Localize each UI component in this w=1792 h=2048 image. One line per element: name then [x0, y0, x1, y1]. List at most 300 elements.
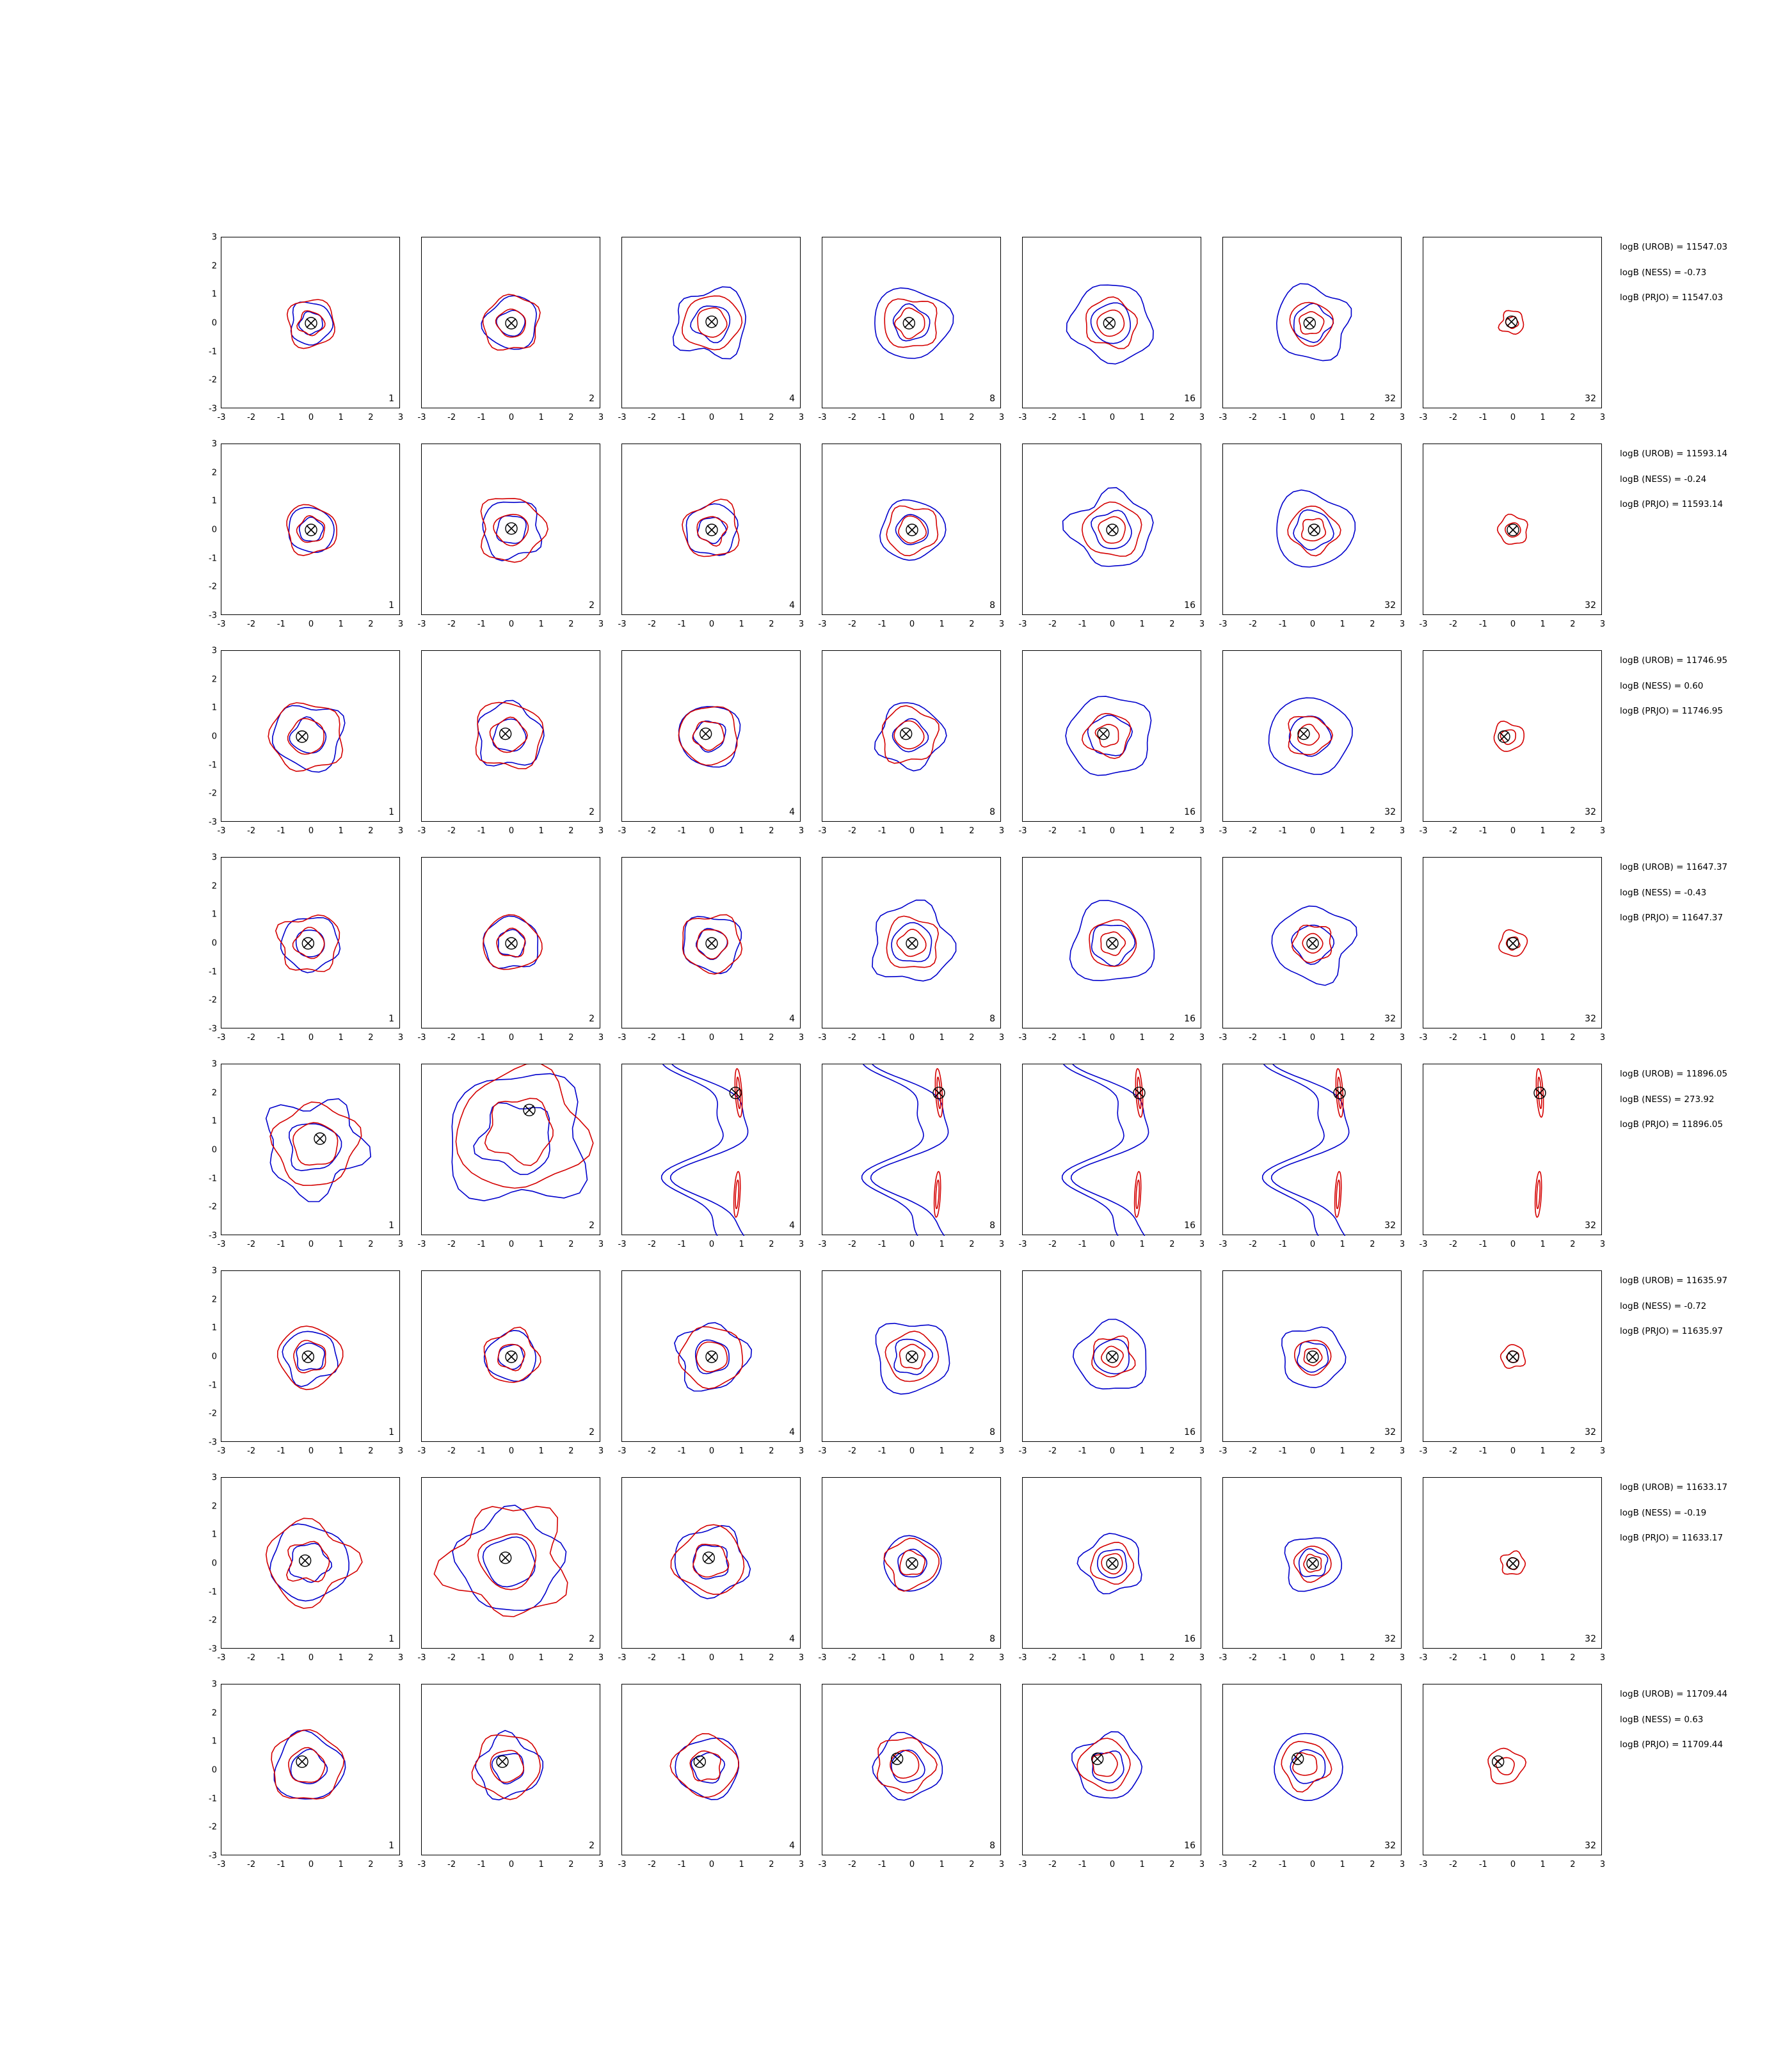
panel-corner-label: 32	[1585, 394, 1596, 404]
x-tick-label: 2	[1570, 1446, 1576, 1456]
x-tick-label: 3	[598, 620, 604, 629]
x-tick-label: -2	[247, 413, 256, 422]
contour-panel[interactable]	[1018, 1064, 1205, 1249]
panel-corner-label: 16	[1184, 394, 1196, 404]
x-tick-label: 3	[1199, 1860, 1205, 1869]
x-tick-label: 0	[1510, 826, 1516, 836]
x-tick-label: 3	[1199, 1240, 1205, 1249]
contour-panel[interactable]	[1018, 444, 1205, 629]
contour-panel[interactable]	[209, 1473, 404, 1663]
x-tick-label: -3	[618, 1860, 627, 1869]
x-tick-label: -2	[1449, 826, 1458, 836]
x-tick-label: -2	[1048, 1860, 1057, 1869]
panel-corner-label: 4	[789, 807, 795, 817]
stat-line: logB (NESS) = -0.73	[1620, 267, 1707, 278]
x-tick-label: -1	[1078, 1653, 1087, 1663]
contour-panel[interactable]	[1419, 1064, 1606, 1249]
stat-line: logB (NESS) = 273.92	[1620, 1094, 1715, 1105]
x-tick-label: -2	[247, 1653, 256, 1663]
y-tick-label: -3	[209, 1437, 217, 1448]
contour-panel[interactable]	[1018, 857, 1205, 1043]
x-tick-label: 0	[508, 1033, 515, 1043]
x-tick-label: 1	[1139, 1860, 1145, 1869]
contour-panel[interactable]	[1219, 444, 1405, 629]
x-tick-label: -1	[677, 1860, 686, 1869]
panel-corner-label: 4	[789, 600, 795, 611]
x-tick-label: 0	[708, 826, 715, 836]
x-tick-label: 3	[998, 413, 1005, 422]
contour-panel[interactable]	[1419, 857, 1606, 1043]
x-tick-label: 2	[1370, 1860, 1375, 1869]
x-tick-label: 3	[1399, 1033, 1405, 1043]
panel-corner-label: 32	[1384, 1634, 1396, 1644]
x-tick-label: 2	[568, 620, 574, 629]
contour-plot	[1423, 651, 1603, 822]
x-tick-label: -1	[1278, 1240, 1287, 1249]
x-tick-label: 2	[969, 1860, 975, 1869]
x-tick-label: 1	[338, 1860, 344, 1869]
x-tick-label: 1	[1340, 620, 1345, 629]
x-tick-label: -1	[276, 620, 285, 629]
panel-corner-label: 1	[388, 1220, 394, 1231]
contour-panel[interactable]	[209, 1266, 404, 1456]
x-tick-label: 0	[1510, 1860, 1516, 1869]
contour-panel[interactable]	[417, 1270, 604, 1456]
x-tick-label: -2	[1249, 620, 1258, 629]
contour-panel[interactable]	[1018, 1684, 1205, 1869]
x-tick-label: 1	[538, 1860, 544, 1869]
contour-panel[interactable]	[818, 650, 1005, 836]
x-tick-label: -1	[1478, 1860, 1487, 1869]
x-tick-label: 1	[338, 1033, 344, 1043]
x-tick-label: 0	[1109, 413, 1116, 422]
x-tick-label: -2	[648, 413, 657, 422]
panel-corner-label: 2	[589, 1841, 595, 1851]
x-tick-label: 2	[969, 826, 975, 836]
x-tick-label: -3	[818, 413, 827, 422]
x-tick-label: -1	[677, 1240, 686, 1249]
x-tick-label: -1	[1278, 1653, 1287, 1663]
x-tick-label: -2	[648, 620, 657, 629]
x-tick-label: -1	[477, 826, 486, 836]
contour-panel[interactable]	[209, 232, 404, 422]
contour-panel[interactable]	[209, 1059, 404, 1249]
y-tick-label: 1	[211, 1530, 217, 1540]
x-tick-label: 1	[1139, 826, 1145, 836]
x-tick-label: 1	[1540, 1653, 1546, 1663]
contour-panel[interactable]	[1419, 650, 1606, 836]
panel-corner-label: 32	[1384, 1014, 1396, 1024]
contour-panel[interactable]	[1419, 237, 1606, 422]
x-tick-label: -2	[1449, 1240, 1458, 1249]
x-tick-label: 0	[708, 1240, 715, 1249]
contour-panel[interactable]	[417, 237, 604, 422]
contour-plot	[822, 1478, 1002, 1649]
x-tick-label: 2	[568, 1446, 574, 1456]
contour-panel[interactable]	[818, 1477, 1005, 1663]
x-tick-label: -3	[217, 1033, 226, 1043]
x-tick-label: 3	[1199, 1033, 1205, 1043]
x-tick-label: -3	[618, 1446, 627, 1456]
x-tick-label: -3	[1018, 826, 1027, 836]
contour-panel[interactable]	[1419, 1477, 1606, 1663]
panel-corner-label: 8	[989, 394, 995, 404]
x-tick-label: 2	[1169, 620, 1175, 629]
contour-panel[interactable]	[417, 650, 604, 836]
x-tick-label: -2	[1449, 1860, 1458, 1869]
x-tick-label: 0	[508, 1240, 515, 1249]
contour-plot	[622, 651, 801, 822]
y-tick-label: 2	[211, 881, 217, 892]
contour-panel[interactable]	[818, 857, 1005, 1043]
x-tick-label: 0	[308, 1240, 314, 1249]
x-tick-label: -2	[848, 1446, 857, 1456]
panel-corner-label: 4	[789, 1634, 795, 1644]
x-tick-label: -1	[477, 1033, 486, 1043]
x-tick-label: 1	[939, 826, 945, 836]
contour-plot	[221, 1478, 401, 1649]
x-tick-label: 0	[508, 1446, 515, 1456]
panel-corner-label: 1	[388, 1427, 394, 1437]
x-tick-label: 1	[1540, 620, 1546, 629]
contour-panel[interactable]	[818, 1684, 1005, 1869]
x-tick-label: 2	[568, 1653, 574, 1663]
x-tick-label: -3	[818, 1860, 827, 1869]
x-tick-label: 2	[1570, 620, 1576, 629]
x-tick-label: 3	[998, 1446, 1005, 1456]
x-tick-label: -2	[848, 1033, 857, 1043]
contour-panel[interactable]	[1219, 857, 1405, 1043]
x-tick-label: -3	[417, 1860, 426, 1869]
x-tick-label: -1	[1278, 620, 1287, 629]
x-tick-label: 3	[397, 1653, 404, 1663]
x-tick-label: 3	[598, 1240, 604, 1249]
x-tick-label: -2	[247, 620, 256, 629]
contour-plot	[221, 1064, 401, 1236]
contour-panel[interactable]	[417, 1684, 604, 1869]
contour-panel[interactable]	[209, 646, 404, 836]
x-tick-label: 3	[998, 826, 1005, 836]
contour-plot	[422, 237, 601, 409]
x-tick-label: -2	[447, 1240, 456, 1249]
x-tick-label: 3	[397, 413, 404, 422]
contour-plot	[622, 444, 801, 616]
contour-panel[interactable]	[618, 650, 804, 836]
x-tick-label: 1	[1540, 1240, 1546, 1249]
contour-panel[interactable]	[618, 1684, 804, 1869]
x-tick-label: 2	[1370, 1033, 1375, 1043]
x-tick-label: 0	[308, 1860, 314, 1869]
contour-plot	[1223, 1064, 1402, 1236]
panel-corner-label: 32	[1585, 1427, 1596, 1437]
contour-panel[interactable]	[1419, 1270, 1606, 1456]
x-tick-label: 3	[598, 1860, 604, 1869]
x-tick-label: 0	[909, 413, 915, 422]
x-tick-label: -3	[818, 1653, 827, 1663]
x-tick-label: 1	[739, 1240, 744, 1249]
contour-panel[interactable]	[1018, 237, 1205, 422]
x-tick-label: 1	[1139, 1033, 1145, 1043]
x-tick-label: 3	[998, 1653, 1005, 1663]
contour-panel[interactable]	[618, 1064, 804, 1249]
y-tick-label: 2	[211, 1295, 217, 1305]
x-tick-label: -1	[1478, 413, 1487, 422]
x-tick-label: 2	[769, 1033, 774, 1043]
x-tick-label: 2	[1169, 413, 1175, 422]
row-statistics	[1620, 657, 1727, 716]
panel-corner-label: 4	[789, 1220, 795, 1231]
x-tick-label: -3	[1419, 1446, 1428, 1456]
x-tick-label: 3	[798, 1446, 804, 1456]
x-tick-label: -2	[247, 826, 256, 836]
contour-panel[interactable]	[618, 857, 804, 1043]
y-tick-label: -3	[209, 404, 217, 414]
contour-panel[interactable]	[818, 444, 1005, 629]
stat-line: logB (UROB) = 11635.97	[1620, 1276, 1728, 1286]
x-tick-label: -3	[618, 620, 627, 629]
contour-panel[interactable]	[818, 237, 1005, 422]
contour-panel[interactable]	[618, 1270, 804, 1456]
x-tick-label: 2	[1169, 1653, 1175, 1663]
panel-corner-label: 1	[388, 1634, 394, 1644]
x-tick-label: 1	[1340, 1860, 1345, 1869]
x-tick-label: 0	[1109, 620, 1116, 629]
x-tick-label: 1	[1139, 1240, 1145, 1249]
contour-panel[interactable]	[818, 1064, 1005, 1249]
x-tick-label: -2	[447, 620, 456, 629]
x-tick-label: 0	[508, 1860, 515, 1869]
contour-plot	[1423, 237, 1603, 409]
x-tick-label: 0	[1309, 1653, 1316, 1663]
y-tick-label: 1	[211, 1116, 217, 1126]
contour-plot	[1023, 1064, 1202, 1236]
contour-plot	[1223, 651, 1402, 822]
contour-panel[interactable]	[618, 237, 804, 422]
x-tick-label: -3	[217, 413, 226, 422]
x-tick-label: -1	[677, 826, 686, 836]
y-tick-label: 3	[211, 439, 217, 449]
x-tick-label: -1	[1278, 1860, 1287, 1869]
x-tick-label: -1	[477, 413, 486, 422]
y-tick-label: -2	[209, 1822, 217, 1832]
x-tick-label: 2	[368, 826, 374, 836]
panel-corner-label: 8	[989, 807, 995, 817]
x-tick-label: 0	[1309, 620, 1316, 629]
stat-line: logB (PRJO) = 11547.03	[1620, 292, 1724, 303]
contour-plot	[422, 444, 601, 616]
x-tick-label: 2	[1570, 1860, 1576, 1869]
contour-panel[interactable]	[1219, 1684, 1405, 1869]
contour-panel[interactable]	[818, 1270, 1005, 1456]
x-tick-label: 1	[739, 1653, 744, 1663]
x-tick-label: -1	[1278, 826, 1287, 836]
panel-corner-label: 1	[388, 1014, 394, 1024]
x-tick-label: -3	[1219, 620, 1228, 629]
panel-corner-label: 16	[1184, 1427, 1196, 1437]
y-tick-label: 0	[211, 525, 217, 535]
x-tick-label: 3	[1599, 413, 1606, 422]
x-tick-label: 0	[909, 826, 915, 836]
contour-panel[interactable]	[1018, 650, 1205, 836]
x-tick-label: -2	[848, 826, 857, 836]
x-tick-label: 3	[598, 1446, 604, 1456]
contour-plot	[1023, 444, 1202, 616]
x-tick-label: -3	[1219, 826, 1228, 836]
x-tick-label: 1	[739, 413, 744, 422]
x-tick-label: 0	[1109, 1446, 1116, 1456]
x-tick-label: 1	[1139, 1446, 1145, 1456]
contour-plot	[1423, 444, 1603, 616]
y-tick-label: -1	[209, 1174, 217, 1184]
y-tick-label: -3	[209, 1231, 217, 1241]
x-tick-label: 2	[1570, 1653, 1576, 1663]
contour-panel[interactable]	[618, 444, 804, 629]
x-tick-label: 2	[769, 1240, 774, 1249]
x-tick-label: -1	[877, 826, 886, 836]
contour-plot	[622, 1684, 801, 1856]
x-tick-label: 3	[1599, 1033, 1606, 1043]
x-tick-label: 0	[1109, 1033, 1116, 1043]
contour-panel[interactable]	[1419, 444, 1606, 629]
x-tick-label: 3	[998, 1240, 1005, 1249]
stat-line: logB (NESS) = -0.24	[1620, 474, 1707, 484]
x-tick-label: 0	[1109, 1240, 1116, 1249]
contour-panel[interactable]	[1219, 1064, 1405, 1249]
y-tick-label: 0	[211, 318, 217, 328]
x-tick-label: 1	[538, 620, 544, 629]
contour-plot	[622, 237, 801, 409]
x-tick-label: -3	[1219, 1446, 1228, 1456]
contour-plot	[1023, 651, 1202, 822]
x-tick-label: -1	[1478, 1653, 1487, 1663]
x-tick-label: 1	[739, 1033, 744, 1043]
x-tick-label: 1	[939, 620, 945, 629]
contour-panel[interactable]	[1219, 1270, 1405, 1456]
contour-panel[interactable]	[209, 852, 404, 1043]
row-statistics	[1620, 1690, 1727, 1750]
panel-corner-label: 32	[1384, 1220, 1396, 1231]
x-tick-label: 0	[909, 1446, 915, 1456]
x-tick-label: 3	[1399, 1446, 1405, 1456]
row-statistics	[1620, 1484, 1727, 1543]
contour-panel[interactable]	[1018, 1270, 1205, 1456]
contour-plot	[822, 1271, 1002, 1443]
x-tick-label: -3	[217, 1653, 226, 1663]
contour-panel[interactable]	[1419, 1684, 1606, 1869]
x-tick-label: 1	[939, 1446, 945, 1456]
y-tick-label: -2	[209, 1409, 217, 1419]
panel-corner-label: 2	[589, 1634, 595, 1644]
x-tick-label: 2	[969, 620, 975, 629]
contour-panel[interactable]	[209, 1679, 404, 1869]
x-tick-label: 3	[397, 1033, 404, 1043]
x-tick-label: -2	[447, 826, 456, 836]
x-tick-label: 0	[708, 1860, 715, 1869]
x-tick-label: 2	[568, 826, 574, 836]
y-tick-label: 3	[211, 232, 217, 243]
contour-panel[interactable]	[1219, 1477, 1405, 1663]
x-tick-label: 3	[1599, 620, 1606, 629]
x-tick-label: -1	[677, 413, 686, 422]
x-tick-label: 0	[708, 1033, 715, 1043]
x-tick-label: -2	[648, 1653, 657, 1663]
contour-plot	[221, 237, 401, 409]
contour-plot	[1023, 1684, 1202, 1856]
contour-panel[interactable]	[618, 1477, 804, 1663]
x-tick-label: 0	[308, 1446, 314, 1456]
x-tick-label: -3	[618, 1653, 627, 1663]
x-tick-label: 1	[939, 1240, 945, 1249]
contour-panel[interactable]	[1219, 237, 1405, 422]
panel-corner-label: 16	[1184, 600, 1196, 611]
y-tick-label: -1	[209, 967, 217, 977]
x-tick-label: 0	[508, 620, 515, 629]
x-tick-label: -3	[417, 1653, 426, 1663]
x-tick-label: -1	[1478, 1240, 1487, 1249]
x-tick-label: -3	[417, 1446, 426, 1456]
y-tick-label: 2	[211, 1501, 217, 1512]
contour-panel[interactable]	[209, 439, 404, 629]
x-tick-label: 0	[1309, 1860, 1316, 1869]
x-tick-label: 0	[1109, 1653, 1116, 1663]
x-tick-label: 1	[1139, 620, 1145, 629]
x-tick-label: 1	[1540, 1860, 1546, 1869]
x-tick-label: -3	[417, 1240, 426, 1249]
x-tick-label: 2	[1169, 1446, 1175, 1456]
panel-corner-label: 32	[1585, 600, 1596, 611]
contour-panel[interactable]	[417, 857, 604, 1043]
x-tick-label: -1	[1478, 620, 1487, 629]
panel-corner-label: 2	[589, 1014, 595, 1024]
contour-panel[interactable]	[1018, 1477, 1205, 1663]
x-tick-label: 3	[1399, 1860, 1405, 1869]
panel-corner-label: 1	[388, 807, 394, 817]
panel-corner-label: 8	[989, 600, 995, 611]
stat-line: logB (UROB) = 11593.14	[1620, 449, 1728, 459]
contour-panel[interactable]	[417, 1064, 604, 1249]
x-tick-label: -1	[1278, 413, 1287, 422]
x-tick-label: -3	[1018, 1446, 1027, 1456]
x-tick-label: 0	[1309, 1240, 1316, 1249]
y-tick-label: -1	[209, 1380, 217, 1391]
x-tick-label: -1	[1078, 413, 1087, 422]
contour-plot	[1023, 237, 1202, 409]
stat-line: logB (UROB) = 11547.03	[1620, 242, 1728, 252]
x-tick-label: 3	[397, 1860, 404, 1869]
contour-panel[interactable]	[417, 1477, 604, 1663]
panel-corner-label: 8	[989, 1841, 995, 1851]
x-tick-label: 1	[538, 1446, 544, 1456]
x-tick-label: 3	[998, 1860, 1005, 1869]
x-tick-label: -2	[848, 1240, 857, 1249]
contour-plot	[822, 858, 1002, 1029]
x-tick-label: 1	[538, 413, 544, 422]
x-tick-label: -3	[1219, 413, 1228, 422]
contour-plot	[1223, 858, 1402, 1029]
contour-plot	[422, 858, 601, 1029]
contour-panel[interactable]	[1219, 650, 1405, 836]
x-tick-label: 3	[598, 1033, 604, 1043]
panel-corner-label: 2	[589, 600, 595, 611]
contour-panel[interactable]	[417, 444, 604, 629]
stat-line: logB (UROB) = 11709.44	[1620, 1689, 1728, 1699]
panel-corner-label: 32	[1384, 1841, 1396, 1851]
y-tick-label: -3	[209, 817, 217, 828]
x-tick-label: 1	[1540, 826, 1546, 836]
x-tick-label: -2	[648, 1860, 657, 1869]
x-tick-label: -1	[1478, 826, 1487, 836]
panel-corner-label: 8	[989, 1427, 995, 1437]
